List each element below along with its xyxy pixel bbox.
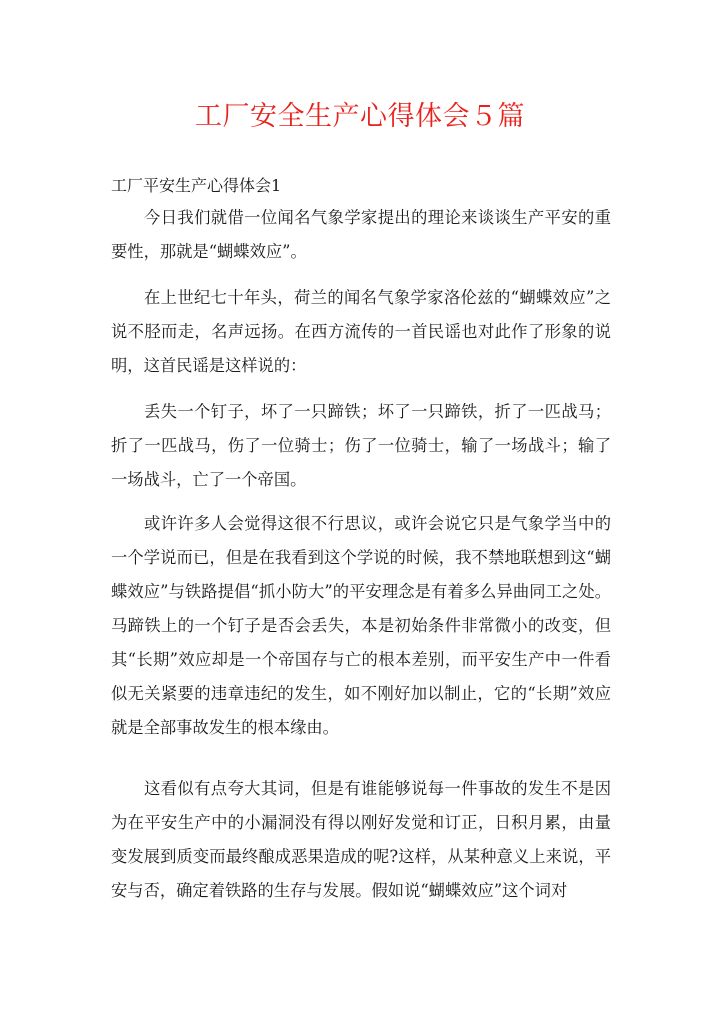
section-heading: 工厂平安生产心得体会1 <box>111 176 282 195</box>
paragraph-1: 今日我们就借一位闻名气象学家提出的理论来谈谈生产平安的重要性，那就是“蝴蝶效应”。 <box>111 208 611 261</box>
paragraph-3: 丢失一个钉子，坏了一只蹄铁；坏了一只蹄铁，折了一匹战马；折了一匹战马，伤了一位骑士；伤了一位骑士，输了一场战斗；输了一场战斗，亡了一个帝国。 <box>111 402 611 489</box>
paragraph-5: 这看似有点夸大其词，但是有谁能够说每一件事故的发生不是因为在平安生产中的小漏洞没有得以刚好发觉和订正，日积月累，由量变发展到质变而最终酿成恶果造成的呢?这样，从某种意义上来说，平安与否，确定着铁路的生存与发展。假如说“蝴蝶效应”这个词对 <box>111 779 611 900</box>
document-title: 工厂安全生产心得体会５篇 <box>195 101 525 132</box>
paragraph-2: 在上世纪七十年头，荷兰的闻名气象学家洛伦兹的“蝴蝶效应”之说不胫而走，名声远扬。在西方流传的一首民谣也对此作了形象的说明，这首民谣是这样说的： <box>111 288 611 375</box>
paragraph-4: 或许许多人会觉得这很不行思议，或许会说它只是气象学当中的一个学说而已，但是在我看到这个学说的时候，我不禁地联想到这“蝴蝶效应”与铁路提倡“抓小防大”的平安理念是有着多么异曲同工之处。马蹄铁上的一个钉子是否会丢失，本是初始条件非常微小的改变，但其“长期”效应却是一个帝国存与亡的根本差别，而平安生产中一件看似无关紧要的违章违纪的发生，如不刚好加以制止，它的“长期”效应就是全部事故发生的根本缘由。 <box>111 514 611 737</box>
